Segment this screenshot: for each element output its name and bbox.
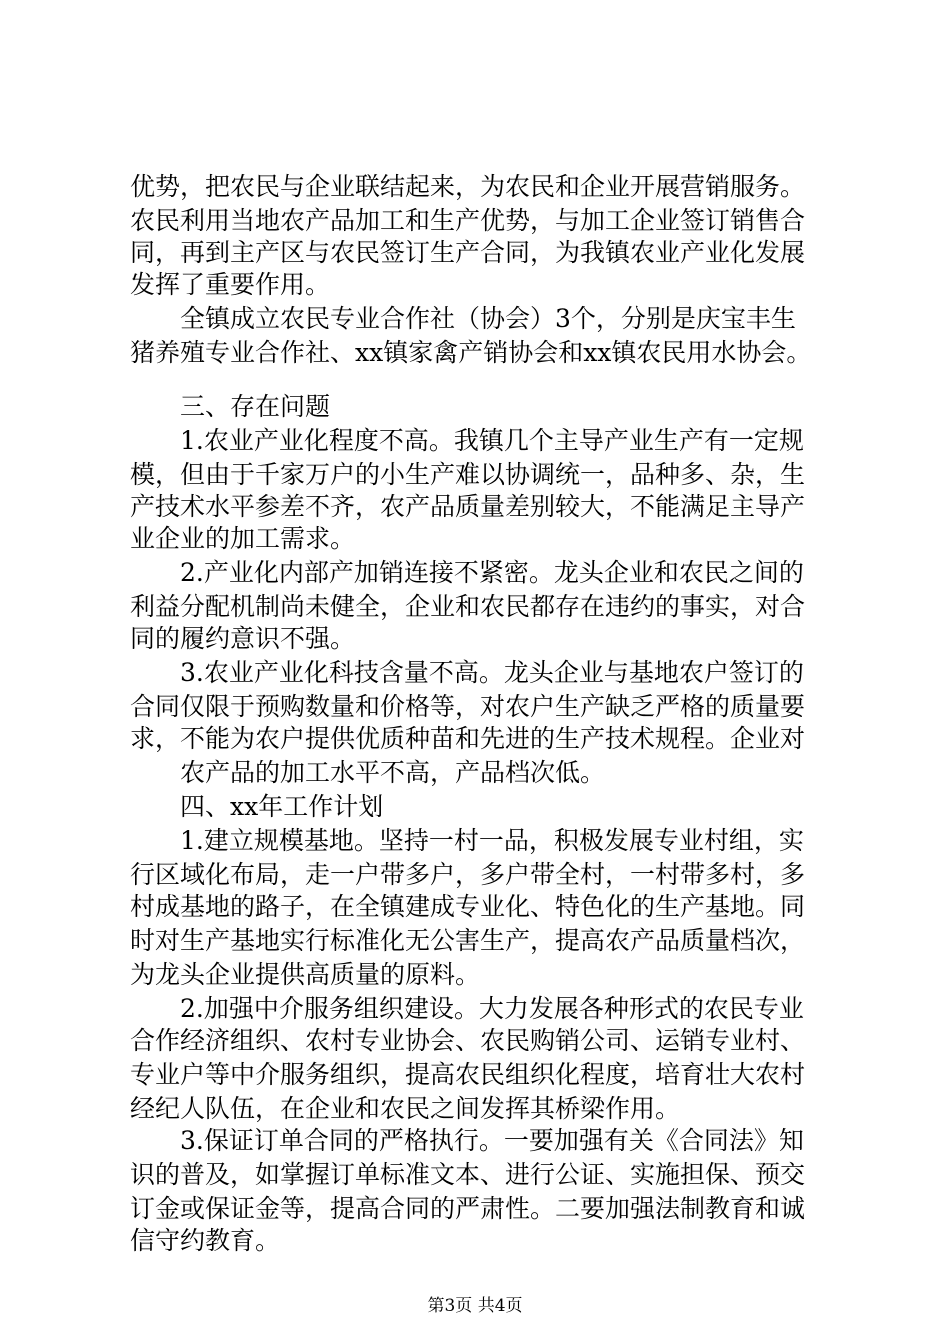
paragraph-line: 模，但由于千家万户的小生产难以协调统一，品种多、杂，生 xyxy=(130,460,806,489)
paragraph-line: 专业户等中介服务组织，提高农民组织化程度，培育壮大农村 xyxy=(130,1060,806,1089)
paragraph-line: 订金或保证金等，提高合同的严肃性。二要加强法制教育和诚 xyxy=(130,1194,806,1223)
paragraph-line: 合同仅限于预购数量和价格等，对农户生产缺乏严格的质量要 xyxy=(130,692,806,721)
paragraph-line: 求，不能为农户提供优质种苗和先进的生产技术规程。企业对 xyxy=(130,724,806,753)
paragraph-line: 2.加强中介服务组织建设。大力发展各种形式的农民专业 xyxy=(180,994,804,1023)
paragraph-line: 优势，把农民与企业联结起来，为农民和企业开展营销服务。 xyxy=(130,172,806,201)
paragraph-line: 全镇成立农民专业合作社（协会）3个，分别是庆宝丰生 xyxy=(180,304,796,333)
paragraph-line: 发挥了重要作用。 xyxy=(130,270,331,299)
page-number-footer: 第3页 共4页 xyxy=(427,1296,523,1316)
paragraph-line: 为龙头企业提供高质量的原料。 xyxy=(130,960,481,989)
paragraph-line: 利益分配机制尚未健全，企业和农民都存在违约的事实，对合 xyxy=(130,592,806,621)
paragraph-line: 信守约教育。 xyxy=(130,1226,281,1255)
paragraph-line: 1.农业产业化程度不高。我镇几个主导产业生产有一定规 xyxy=(180,426,804,455)
paragraph-line: 合作经济组织、农村专业协会、农民购销公司、运销专业村、 xyxy=(130,1026,806,1055)
paragraph-line: 识的普及，如掌握订单标准文本、进行公证、实施担保、预交 xyxy=(130,1160,806,1189)
paragraph-line: 经纪人队伍，在企业和农民之间发挥其桥梁作用。 xyxy=(130,1094,681,1123)
paragraph-line: 农产品的加工水平不高，产品档次低。 xyxy=(180,758,606,787)
paragraph-line: 2.产业化内部产加销连接不紧密。龙头企业和农民之间的 xyxy=(180,558,804,587)
paragraph-line: 产技术水平参差不齐，农产品质量差别较大，不能满足主导产 xyxy=(130,492,806,521)
section-heading: 四、xx年工作计划 xyxy=(180,792,384,821)
paragraph-line: 猪养殖专业合作社、xx镇家禽产销协会和xx镇农民用水协会。 xyxy=(130,338,812,367)
paragraph-line: 业企业的加工需求。 xyxy=(130,524,356,553)
paragraph-line: 时对生产基地实行标准化无公害生产，提高农产品质量档次， xyxy=(130,926,806,955)
paragraph-line: 村成基地的路子，在全镇建成专业化、特色化的生产基地。同 xyxy=(130,892,806,921)
paragraph-line: 3.保证订单合同的严格执行。一要加强有关《合同法》知 xyxy=(180,1126,804,1155)
section-heading: 三、存在问题 xyxy=(180,392,331,421)
paragraph-line: 1.建立规模基地。坚持一村一品，积极发展专业村组，实 xyxy=(180,826,804,855)
paragraph-line: 农民利用当地农产品加工和生产优势，与加工企业签订销售合 xyxy=(130,206,806,235)
paragraph-line: 3.农业产业化科技含量不高。龙头企业与基地农户签订的 xyxy=(180,658,804,687)
paragraph-line: 行区域化布局，走一户带多户，多户带全村，一村带多村，多 xyxy=(130,860,806,889)
paragraph-line: 同的履约意识不强。 xyxy=(130,624,356,653)
paragraph-line: 同，再到主产区与农民签订生产合同，为我镇农业产业化发展 xyxy=(130,238,806,267)
